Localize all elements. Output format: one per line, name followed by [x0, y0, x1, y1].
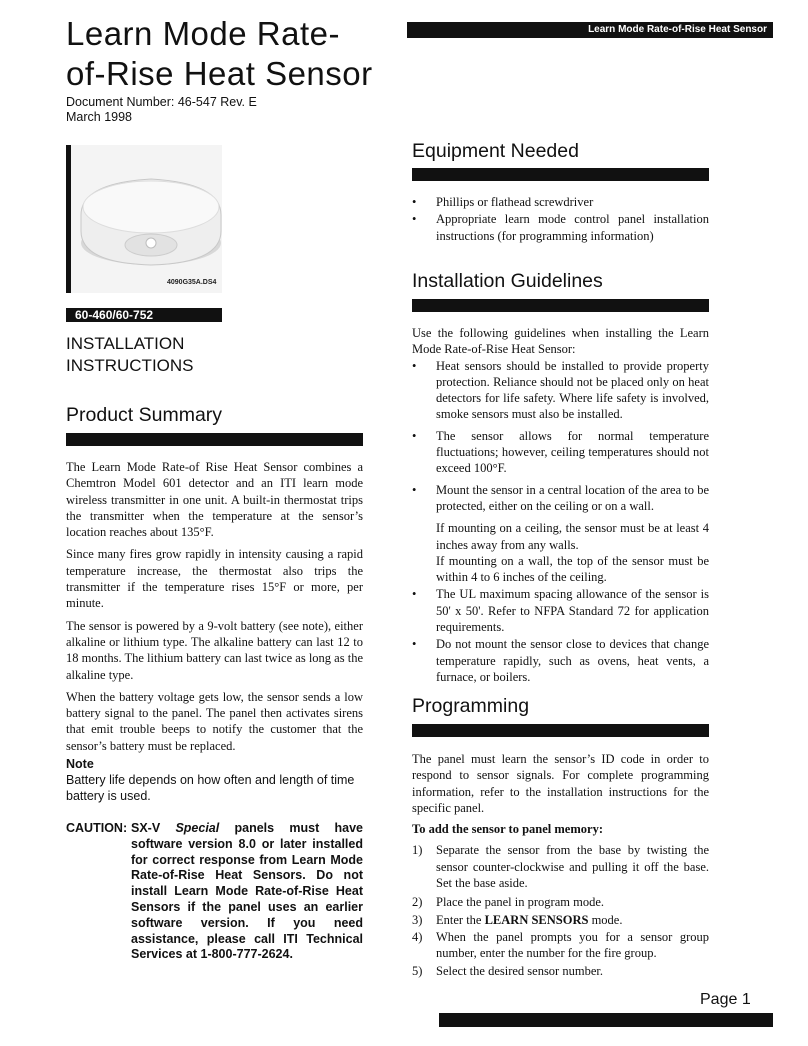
bullet-icon: •: [412, 212, 417, 227]
document-date: March 1998: [66, 110, 133, 124]
list-item: 1) Separate the sensor from the base by twisting the sensor counter-clockwise and pulling it off the base. Set the base aside.: [412, 843, 709, 891]
heat-sensor-illustration: [71, 145, 222, 293]
mount-ceiling-note: If mounting on a ceiling, the sensor must be at least 4 inches away from any walls.: [436, 521, 709, 552]
product-summary-body: [66, 459, 363, 760]
footer-rule: [439, 1013, 773, 1027]
note-title: Note: [66, 757, 94, 771]
list-item: • The UL maximum spacing allowance of the sensor is 50' x 50'. Refer to NFPA Standard 72 for application requirements.: [412, 587, 709, 635]
caution-body: panels must have software version 8.0 or later installed for correct response from Learn Mode Rate-of-Rise Heat Sensors. Do not install Learn Mode Rate-of-Rise Heat Sensors if the panel uses an earlier software version. If you need assistance, please call ITI Technical Services at 1-800-777-2624.: [131, 821, 363, 962]
mount-wall-note: If mounting on a wall, the top of the sensor must be within 4 to 6 inches of the ceiling.: [436, 553, 709, 585]
bullet-icon: •: [412, 358, 417, 373]
list-item: • Mount the sensor in a central location of the area to be protected, either on the ceiling or on a wall. If mounting on a ceiling, the sensor must be at least 4 inches away from any walls. If mounting on a wall, the top of the sensor must be within 4 to 6 inches of the ceiling.: [412, 482, 709, 585]
equipment-list: [412, 194, 709, 244]
bullet-icon: •: [412, 428, 417, 443]
image-label: 4090G35A.DS4: [167, 279, 217, 286]
programming-rule: [412, 724, 709, 737]
caution-emphasis: Special: [175, 821, 220, 835]
list-item: • The sensor allows for normal temperature fluctuations; however, ceiling temperatures should not exceed 100°F.: [412, 428, 709, 476]
product-summary-title: Product Summary: [66, 404, 223, 426]
installation-instructions-heading: [66, 333, 306, 377]
installation-guidelines-title: Installation Guidelines: [412, 270, 603, 292]
installation-guidelines-body: [412, 325, 709, 686]
programming-intro: The panel must learn the sensor’s ID code in order to respond to sensor signals. For complete programming information, refer to the installation instructions for the specific panel.: [412, 752, 709, 815]
install-heading-line1: INSTALLATION: [66, 334, 185, 353]
sensor-top: [83, 181, 219, 233]
list-item: • Heat sensors should be installed to provide property protection. Reliance should not be placed only on heat detectors for life safety. Where life safety is involved, smoke sensors must also be installed.: [412, 358, 709, 422]
summary-paragraph: When the battery voltage gets low, the sensor sends a low battery signal to the panel. The panel then activates sirens that emit trouble beeps to notify the customer that the sensor’s battery must be replaced.: [66, 689, 363, 753]
bullet-icon: •: [412, 195, 417, 209]
sensor-center-button: [146, 238, 156, 248]
bullet-icon: •: [412, 587, 417, 602]
install-heading-line2: INSTRUCTIONS: [66, 356, 194, 375]
document-number: Document Number: 46-547 Rev. E: [66, 95, 257, 109]
product-summary-rule: [66, 433, 363, 446]
bullet-icon: •: [412, 637, 417, 652]
programming-title: Programming: [412, 695, 530, 717]
list-item: 3) Enter the LEARN SENSORS mode.: [412, 912, 623, 927]
guidelines-list: [412, 358, 709, 686]
document-title: Learn Mode Rate-of-Rise Heat Sensor: [66, 15, 373, 92]
summary-paragraph: The Learn Mode Rate-of Rise Heat Sensor combines a Chemtron Model 601 detector and an ITI learn mode wireless transmitter in one unit. A built-in thermostat trips the transmitter when the temperature at the sensor’s location reaches about 135°F.: [66, 460, 363, 540]
equipment-list-container: [412, 194, 709, 245]
list-item: • Phillips or flathead screwdriver: [412, 195, 594, 209]
bullet-icon: •: [412, 482, 417, 497]
list-item: 4) When the panel prompts you for a sensor group number, enter the number for the fire group.: [412, 929, 709, 961]
list-item: • Appropriate learn mode control panel installation instructions (for programming information): [412, 212, 709, 243]
list-item: 2) Place the panel in program mode.: [412, 895, 604, 910]
model-number-bar: 60-460/60-752: [66, 308, 222, 322]
list-item: • Do not mount the sensor close to devices that change temperature rapidly, such as ovens, heat vents, a furnace, or boilers.: [412, 637, 709, 684]
summary-paragraph: The sensor is powered by a 9-volt battery (see note), either alkaline or lithium type. The alkaline battery can last 12 to 18 months. The lithium battery can last twice as long as the alkaline type.: [66, 618, 363, 682]
caution-prefix: SX-V: [131, 821, 176, 835]
product-image: [66, 145, 222, 293]
note-text: Battery life depends on how often and length of time battery is used.: [66, 773, 355, 803]
installation-guidelines-rule: [412, 299, 709, 312]
caution-text: [131, 821, 363, 963]
list-item: 5) Select the desired sensor number.: [412, 963, 603, 978]
equipment-needed-rule: [412, 168, 709, 181]
programming-body: [412, 751, 709, 980]
caution-label: CAUTION:: [66, 821, 128, 835]
equipment-needed-title: Equipment Needed: [412, 140, 579, 162]
summary-paragraph: Since many fires grow rapidly in intensity causing a rapid temperature increase, the thermostat also trips the transmitter if the temperature rises 15°F or more, per minute.: [66, 547, 363, 611]
page-number: Page 1: [700, 991, 751, 1008]
guidelines-intro: Use the following guidelines when installing the Learn Mode Rate-of-Rise Heat Sensor:: [412, 326, 709, 357]
programming-steps: [412, 842, 709, 978]
header-banner: Learn Mode Rate-of-Rise Heat Sensor: [407, 22, 773, 38]
programming-subheading: To add the sensor to panel memory:: [412, 822, 603, 837]
